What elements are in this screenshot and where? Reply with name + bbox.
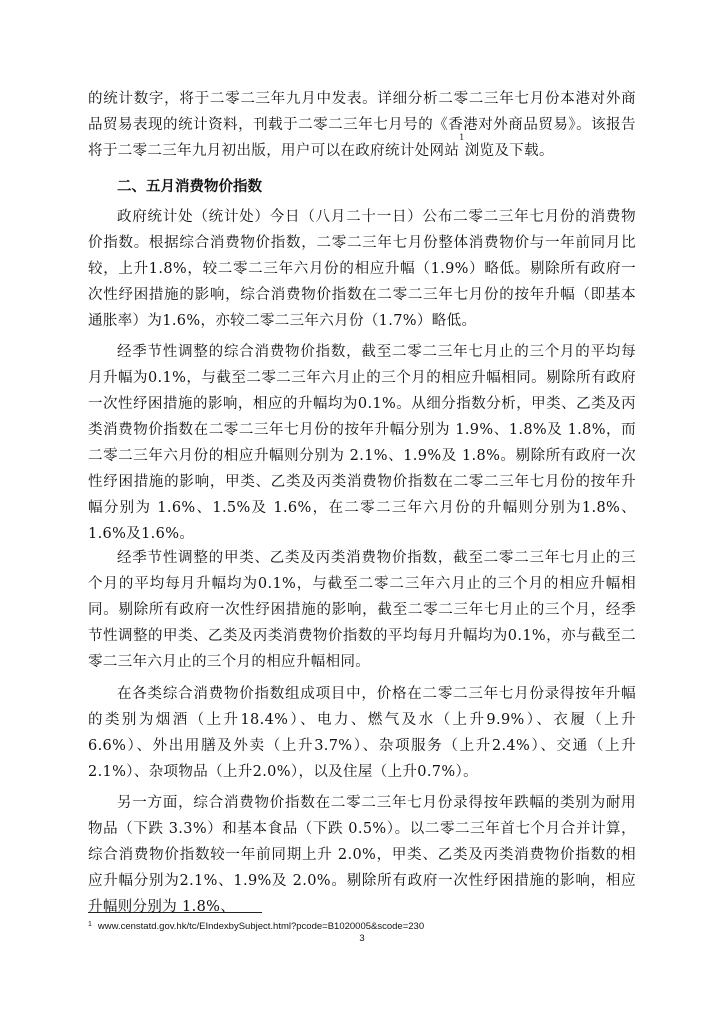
paragraph-text-end: 浏览及下载。 bbox=[464, 143, 554, 159]
paragraph-1: 政府统计处（统计处）今日（八月二十一日）公布二零二三年七月份的消费物价指数。根据综合消费物价指数，二零二三年七月份整体消费物价与一年前同月比较，上升1.8%，较二零二三年六月份的相应升幅（1.9%）略低。剔除所有政府一次性纾困措施的影响，综合消费物价指数在二零二三年七月份的按年升幅（即基本通胀率）为1.6%，亦较二零二三年六月份（1.7%）略低。 bbox=[88, 209, 636, 329]
footnote-reference[interactable]: 1 bbox=[459, 133, 465, 142]
footnote-link[interactable]: www.censtatd.gov.hk/tc/EIndexbySubject.html?pcode=B1020005&scode=230 bbox=[97, 921, 425, 932]
paragraph-2: 经季节性调整的综合消费物价指数，截至二零二三年七月止的三个月的平均每月升幅为0.1%，与截至二零二三年六月止的三个月的相应升幅相同。剔除所有政府一次性纾困措施的影响，相应的升幅均为0.1%。从细分指数分析，甲类、乙类及丙类消费物价指数在二零二三年七月份的按年升幅分别为 1.9%、1.8%及 1.8%，而二零二三年六月份的相应升幅则分别为 2.1%、1.9%及 1.8%。剔除所有政府一次性纾困措施的影响，甲类、乙类及丙类消费物价指数在二零二三年七月份的按年升幅分别为 1.6%、1.5%及 1.6%，在二零二三年六月份的升幅则分别为1.8%、1.6%及1.6%。 bbox=[88, 344, 636, 542]
paragraph-4: 在各类综合消费物价指数组成项目中，价格在二零二三年七月份录得按年升幅的类别为烟酒（上升18.4%）、电力、燃气及水（上升9.9%）、衣履（上升6.6%）、外出用膳及外卖（上升3.7%）、杂项服务（上升2.4%）、交通（上升2.1%）、杂项物品（上升2.0%），以及住屋（上升0.7%）。 bbox=[88, 686, 636, 780]
footnote-marker: 1 bbox=[88, 921, 92, 928]
section-heading: 二、五月消费物价指数 bbox=[117, 178, 262, 195]
footnote bbox=[88, 921, 424, 932]
paragraph-3: 经季节性调整的甲类、乙类及丙类消费物价指数，截至二零二三年七月止的三个月的平均每月升幅均为0.1%，与截至二零二三年六月止的三个月的相应升幅相同。剔除所有政府一次性纾困措施的影响，截至二零二三年七月止的三个月，经季节性调整的甲类、乙类及丙类消费物价指数的平均每月升幅均为0.1%，亦与截至二零二三年六月止的三个月的相应升幅相同。 bbox=[88, 550, 636, 670]
paragraph-text: 的统计数字，将于二零二三年九月中发表。详细分析二零二三年七月份本港对外商品贸易表现的统计资料，刊载于二零二三年七月号的《香港对外商品贸易》。该报告将于二零二三年九月初出版，用户可以在政府统计处网站 bbox=[88, 91, 636, 159]
paragraph-5: 另一方面，综合消费物价指数在二零二三年七月份录得按年跌幅的类别为耐用物品（下跌 3.3%）和基本食品（下跌 0.5%）。以二零二三年首七个月合并计算，综合消费物价指数较一年前同期上升 2.0%，甲类、乙类及丙类消费物价指数的相应升幅分别为2.1%、1.9%及 2.0%。剔除所有政府一次性纾困措施的影响，相应升幅则分别为 1.8%、 bbox=[88, 795, 636, 915]
paragraph-continued bbox=[88, 86, 636, 164]
page-number: 3 bbox=[359, 933, 365, 944]
footnote-divider bbox=[88, 912, 262, 913]
